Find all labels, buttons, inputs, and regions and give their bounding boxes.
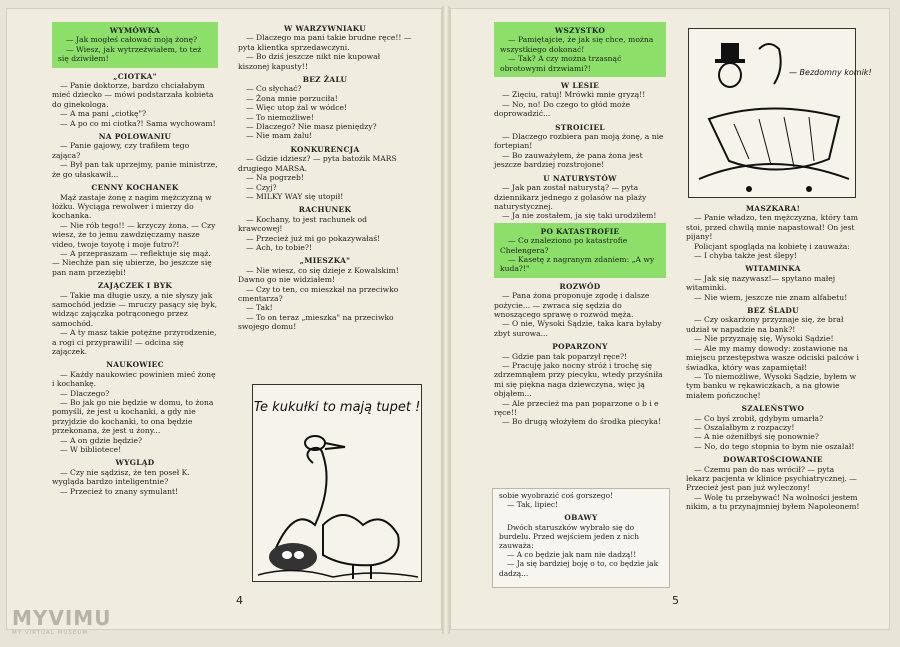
joke-line: — No, do tego stopnia to bym nie oszalał! [694, 441, 855, 451]
joke-line: — To niemożliwe! [246, 112, 314, 122]
joke-title: CENNY KOCHANEK [91, 183, 179, 193]
joke-line: — Kasetę z nagranym zdaniem: „A wy kuda?!" [500, 254, 655, 274]
joke-line: — Kochany, to jest rachunek od krawcowej! [238, 214, 367, 234]
joke-line: — Panie władzo, ten mężczyzna, który tam stoi, przed chwilą mnie napastował! On jest pijany! [686, 213, 858, 242]
joke-title: RACHUNEK [298, 205, 352, 215]
joke-line: — Czyj? [246, 182, 277, 192]
joke-line: — Nie wiem, jeszcze nie znam alfabetu! [694, 292, 848, 302]
joke-line: — Jak mogłeś całować moją żonę? [66, 35, 198, 45]
joke-line: — To on teraz „mieszka" na przeciwko swojego domu! [238, 312, 394, 332]
joke-line: — Tak? A czy można trzasnąć obrotowymi drzwiami?! [500, 54, 622, 73]
joke-line: — Dlaczego ma pani takie brudne ręce!! — pyta klientka sprzedawczyni. [238, 33, 412, 52]
joke-line: — Wolę tu przebywać! Na wolności jestem nikim, a tu przynajmniej byłem Napoleonem! [686, 492, 860, 512]
joke-title: WYGLĄD [115, 458, 155, 468]
joke-line: Mąż zastaje żonę z nagim mężczyzną w łóżku. Wyciąga rewolwer i mierzy do kochanka. [52, 192, 212, 221]
joke-title: W LESIE [560, 81, 600, 91]
joke-line: — Co znaleziono po katastrofie Chelengera? [500, 236, 628, 255]
joke-line: — Co byś zrobił, gdybym umarła? [694, 413, 824, 423]
page-number-left: 4 [236, 594, 243, 607]
left-page [6, 8, 442, 630]
joke-title: NA POLOWANIU [98, 132, 172, 142]
joke-title: ROZWÓD [559, 281, 601, 291]
joke-title: W WARZYWNIAKU [284, 24, 366, 33]
joke-line: — Nie przyznaję się, Wysoki Sądzie! [694, 334, 834, 344]
joke-title: WYMÓWKA [109, 26, 161, 35]
joke-line: — A on gdzie będzie? [60, 435, 143, 445]
joke-line: — Dlaczego? Nie masz pieniędzy? [246, 122, 377, 132]
joke-line: — Dlaczego? [60, 388, 110, 398]
joke-line: — Przecież już mi go pokazywałaś! [246, 233, 381, 243]
left-column-1 [52, 20, 218, 496]
joke-line: — Czy oskarżony przyznaje się, że brał udział w napadzie na bank?! [686, 315, 844, 334]
joke-line: — Co słychać? [246, 84, 302, 94]
joke-line: — MILKY WAY się utopił! [246, 191, 344, 201]
joke-line: — A ty masz takie potężne przyrodzenie, a rogi ci przyprawili! — odcina się zajączek. [52, 328, 217, 356]
joke-line: — To niemożliwe, Wysoki Sądzie, byłem w tym banku w rękawiczkach, a na głowie miałem pończochę! [686, 371, 857, 400]
watermark-logo: MYVIMU MY VIRTUAL MUSEUM [12, 606, 112, 636]
joke-title: SZALEŃSTWO [741, 404, 805, 414]
joke-line: — Pamiętajcie, że jak się chce, można wszystkiego dokonać! [500, 35, 654, 54]
joke-line: — Jak pan został naturystą? — pyta dziennikarz jednego z golasów na plaży naturystycznej. [494, 183, 647, 211]
joke-line: — Gdzie idziesz? — pyta batożik MARS drugiego MARSA. [238, 154, 397, 173]
joke-line: — Bo jak go nie będzie w domu, to żona pomyśli, że jest u kochanki, a gdy nie przyjdzie do kochanki, to ona będzie przekonana, że jest u żony... [52, 398, 214, 436]
joke-line: — Panie gajowy, czy trafiłem tego zająca? [52, 141, 190, 160]
joke-line: — Oszalałbym z rozpaczy! [694, 422, 795, 432]
joke-line: — Na pogrzeb! [246, 173, 304, 183]
joke-line: — Panie doktorze, bardzo chciałabym mieć dziecko — mówi podstarzała kobieta do ginekologa. [52, 81, 214, 109]
cradle-cartoon [688, 28, 872, 198]
joke-line: — Każdy naukowiec powinien mieć żonę i kochankę. [52, 369, 216, 389]
page-number-right: 5 [672, 594, 679, 607]
inset-line: Dwóch staruszków wybrało się do burdelu. Przed wejściem jeden z nich zauważa: [499, 522, 639, 551]
joke-title: NAUKOWIEC [106, 360, 164, 370]
joke-title: MASZKARA! [745, 204, 801, 213]
joke-line: — Jak się nazywasz!— spytano małej witaminki. [686, 273, 836, 293]
joke-title: WSZYSTKO [554, 26, 606, 35]
clipping-inset [492, 488, 670, 588]
joke-line: — O nie, Wysoki Sądzie, taka kara byłaby zbyt surowa... [494, 319, 662, 338]
joke-line: — A po co mi ciotka?! Sama wychowam! [60, 118, 216, 128]
cartoon-caption-right: — Bezdomny komik! [789, 68, 872, 77]
cartoon-caption: Te kukułki to mają tupet ! [253, 400, 421, 415]
joke-line: — Był pan tak uprzejmy, panie ministrze, że go ułaskawił... [52, 160, 218, 179]
joke-line: — Bo drugą włożyłem do środka piecyka! [502, 417, 662, 427]
right-column-2 [686, 200, 860, 512]
left-column-2 [238, 20, 412, 332]
joke-title: STROICIEL [555, 122, 605, 132]
joke-title: PO KATASTROFIE [540, 226, 620, 236]
joke-line: — Pracuję jako nocny stróż i trochę się zdrzemnąłem przy piecyku, wtedy przyśniła mi się piękna naga dziewczyna, więc ją objąłem... [494, 361, 663, 399]
joke-line: — Wiesz, jak wytrzeźwiałem, to też się dziwiłem! [58, 44, 202, 64]
joke-line: — Nie rób tego!! — krzyczy żona. — Czy wiesz, że to jemu zawdzięczamy nasze video, twoje toyotę i moje futro?! [52, 220, 216, 249]
joke-line: — Pana żona proponuje zgodę i dalsze pożycie... — zwraca się sędzia do wnoszącego sprawę o rozwód męża. [494, 291, 650, 319]
inset-line: — Ja się bardziej boję o to, co będzie jak dadzą... [499, 559, 659, 578]
joke-line: — Dlaczego rozbiera pan moją żonę, a nie fortepian! [494, 132, 664, 151]
joke-title: DOWARTOŚCIOWANIE [723, 455, 823, 465]
joke-line: — Żona mnie porzuciła! [246, 93, 338, 103]
highlight-box [494, 223, 666, 278]
inset-top-line: sobie wyobrazić coś gorszego! [499, 491, 614, 500]
joke-line: — A przepraszam — reflektuje się mąż. — Niechże pan się ubierze, bo jeszcze się pan nam przeziębi! [52, 248, 212, 277]
page-fold [442, 6, 450, 634]
joke-line: — Zięciu, ratuj! Mrówki mnie gryzą!! [502, 90, 646, 100]
inset-line: — A co będzie jak nam nie dadzą!! [507, 550, 637, 560]
joke-line: — Ale przecież ma pan poparzone o b i e ręce!! [494, 398, 659, 418]
joke-title: ZAJĄCZEK I BYK [97, 281, 173, 291]
joke-line: — Takie ma długie uszy, a nie słyszy jak samochód jedzie — mruczy pasący się byk, widząc zajączka potrąconego przez samochód. [52, 290, 218, 328]
joke-line: — No, no! Do czego to głód może doprowadzić... [494, 99, 631, 119]
joke-title: „CIOTKA" [113, 71, 157, 81]
joke-line: — A nie ożeniłbyś się ponownie? [694, 432, 819, 442]
highlight-box [494, 22, 666, 77]
joke-line: — W bibliotece! [60, 445, 122, 455]
joke-line: — Przecież to znany symulant! [60, 486, 179, 496]
joke-title: KONKURENCJA [290, 144, 360, 154]
joke-line: — Czemu pan do nas wrócił? — pyta lekarz pacjenta w klinice psychiatrycznej. — Przecież jest pan już wyleczony! [686, 464, 857, 493]
joke-title: „MIESZKA" [299, 256, 351, 266]
joke-title: BEZ ŻALU [302, 75, 348, 85]
joke-line: — Tak! [246, 303, 273, 313]
joke-line: — Ale my mamy dowody: zostawione na miejscu przestępstwa wasze odciski palców i świadka, który was zapamiętał! [686, 343, 859, 372]
joke-line: — A ma pani „ciotkę"? [60, 109, 147, 119]
joke-line: — Czy nie sądzisz, że ten poseł K. wygląda bardzo inteligentnie? [52, 467, 190, 487]
joke-title: BEZ ŚLADU [747, 306, 799, 316]
joke-line: — Nie wiesz, co się dzieje z Kowalskim! Dawno go nie widziałem! [238, 265, 399, 285]
inset-under-line: — Tak, lipiec! [507, 500, 558, 510]
inset-title: OBAWY [564, 513, 598, 523]
joke-line: — Nie mam żalu! [246, 131, 313, 141]
joke-line: — Ach, to tobie?! [246, 242, 313, 252]
joke-title: WITAMINKA [745, 264, 801, 274]
joke-line: — Gdzie pan tak poparzył ręce?! [502, 351, 628, 361]
joke-title: POPARZONY [552, 342, 608, 352]
joke-line: — Ja nie zostałem, ja się taki urodziłem! [502, 211, 657, 221]
joke-line: Policjant spogląda na kobietę i zauważa: [694, 241, 850, 251]
right-column-1 [494, 20, 666, 427]
cuckoo-cartoon [252, 384, 422, 582]
joke-line: — I chyba także jest ślepy! [694, 251, 797, 261]
joke-line: — Więc utop żal w wódce! [246, 103, 348, 113]
highlight-box [52, 22, 218, 68]
joke-line: — Czy to ten, co mieszkał na przeciwko cmentarza? [238, 284, 399, 303]
joke-title: U NATURYSTÓW [543, 173, 617, 183]
right-page [450, 8, 890, 630]
joke-line: — Bo dziś jeszcze nikt nie kupował kiszonej kapusty!! [238, 52, 381, 71]
joke-line: — Bo zauważyłem, że pana żona jest jeszcze bardziej rozstrojone! [494, 150, 643, 170]
